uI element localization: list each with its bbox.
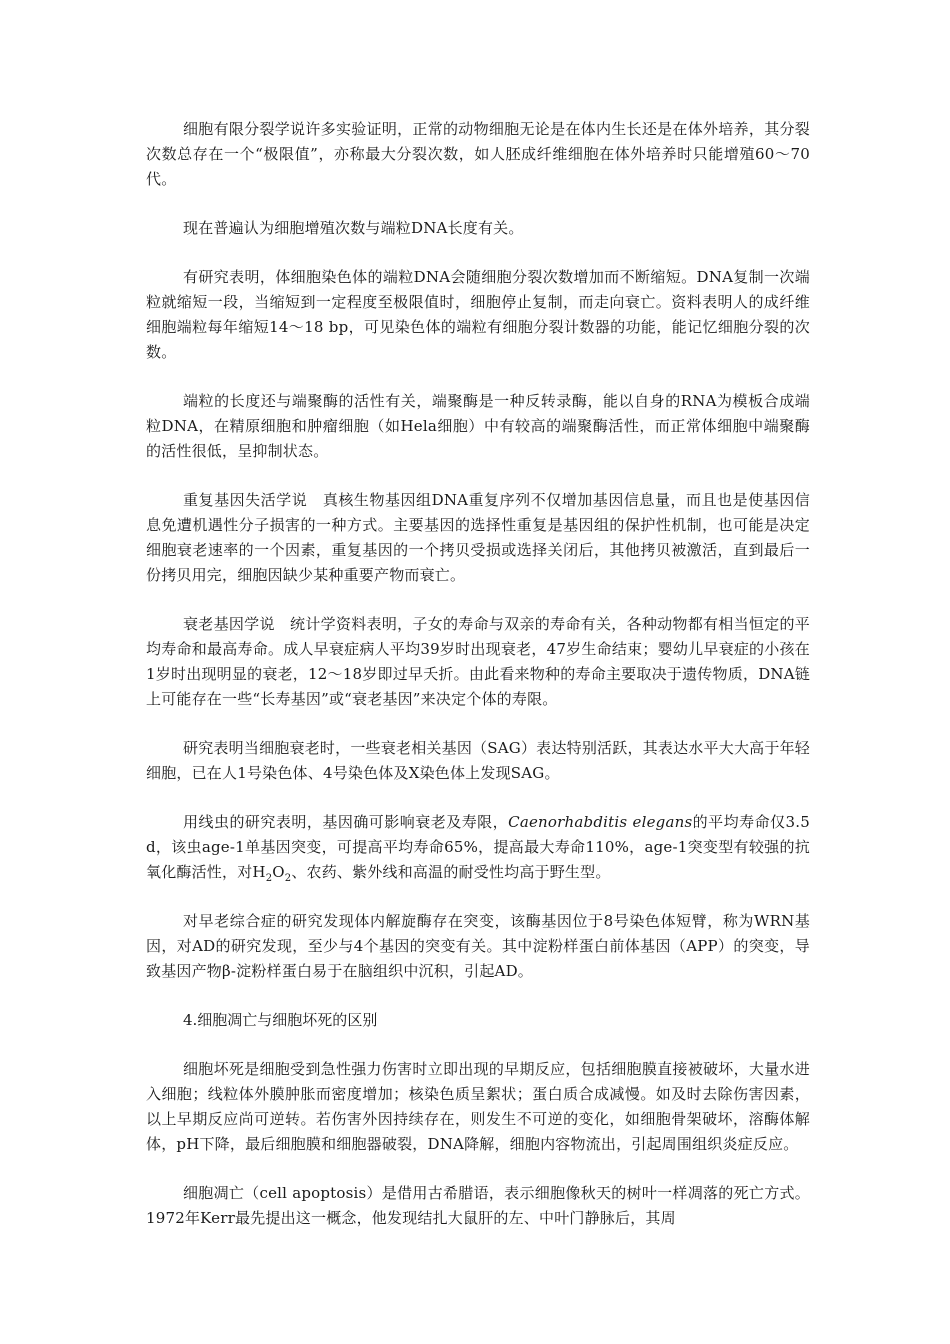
paragraph-cell-division-limit: 细胞有限分裂学说许多实验证明，正常的动物细胞无论是在体内生长还是在体外培养，其分裂次数总存在一个“极限值”，亦称最大分裂次数，如人胚成纤维细胞在体外培养时只能增殖60～70代。 [146, 120, 810, 188]
paragraph-progeria-ad: 对早老综合症的研究发现体内解旋酶存在突变，该酶基因位于8号染色体短臂，称为WRN基因，对AD的研究发现，至少与4个基因的突变有关。其中淀粉样蛋白前体基因（APP）的突变，导致基因产物β-淀粉样蛋白易于在脑组织中沉积，引起AD。 [146, 912, 810, 980]
oxygen-symbol: O [272, 863, 285, 881]
subscript-2-a: 2 [265, 873, 273, 884]
section-heading: 4.细胞凋亡与细胞坏死的区别 [183, 1011, 378, 1029]
paragraph-necrosis: 细胞坏死是细胞受到急性强力伤害时立即出现的早期反应，包括细胞膜直接被破坏，大量水进入细胞；线粒体外膜肿胀而密度增加；核染色质呈絮状；蛋白质合成减慢。如及时去除伤害因素，以上早期反应尚可逆转。若伤害外因持续存在，则发生不可逆的变化，如细胞骨架破坏，溶酶体解体，pH下降，最后细胞膜和细胞器破裂，DNA降解，细胞内容物流出，引起周围组织炎症反应。 [146, 1060, 810, 1153]
paragraph-telomerase: 端粒的长度还与端聚酶的活性有关，端聚酶是一种反转录酶，能以自身的RNA为模板合成端粒DNA，在精原细胞和肿瘤细胞（如Hela细胞）中有较高的端聚酶活性，而正常体细胞中端聚酶的活性很低，呈抑制状态。 [146, 392, 810, 460]
paragraph-apoptosis: 细胞凋亡（cell apoptosis）是借用古希腊语，表示细胞像秋天的树叶一样凋落的死亡方式。1972年Kerr最先提出这一概念，他发现结扎大鼠肝的左、中叶门静脉后，其周 [146, 1184, 810, 1227]
paragraph-telomere-length: 现在普遍认为细胞增殖次数与端粒DNA长度有关。 [183, 219, 524, 237]
document-page [146, 117, 810, 1255]
paragraph-aging-gene-theory: 衰老基因学说 统计学资料表明，子女的寿命与双亲的寿命有关，各种动物都有相当恒定的平均寿命和最高寿命。成人早衰症病人平均39岁时出现衰老，47岁生命结束；婴幼儿早衰症的小孩在1岁时出现明显的衰老，12～18岁即过早夭折。由此看来物种的寿命主要取决于遗传物质，DNA链上可能存在一些“长寿基因”或“衰老基因”来决定个体的寿限。 [146, 615, 810, 708]
nematode-text-middle: 的平均寿命仅3.5 d，该虫age-1单基因突变，可提高平均寿命65%，提高最大寿命110%，age-1突变型有较强的抗氧化酶活性，对H [146, 813, 810, 881]
species-name: Caenorhabditis elegans [508, 813, 693, 831]
paragraph-telomere-shortening: 有研究表明，体细胞染色体的端粒DNA会随细胞分裂次数增加而不断缩短。DNA复制一次端粒就缩短一段，当缩短到一定程度至极限值时，细胞停止复制，而走向衰亡。资料表明人的成纤维细胞端粒每年缩短14～18 bp，可见染色体的端粒有细胞分裂计数器的功能，能记忆细胞分裂的次数。 [146, 268, 810, 361]
subscript-2-b: 2 [284, 873, 292, 884]
nematode-text-before: 用线虫的研究表明，基因确可影响衰老及寿限， [183, 813, 509, 831]
paragraph-nematode-study [146, 810, 810, 885]
nematode-text-after: 、农药、紫外线和高温的耐受性均高于野生型。 [291, 863, 611, 881]
paragraph-senescence-associated-genes: 研究表明当细胞衰老时，一些衰老相关基因（SAG）表达特别活跃，其表达水平大大高于年轻细胞，已在人1号染色体、4号染色体及X染色体上发现SAG。 [146, 739, 810, 782]
paragraph-repeated-gene-inactivation: 重复基因失活学说 真核生物基因组DNA重复序列不仅增加基因信息量，而且也是使基因信息免遭机遇性分子损害的一种方式。主要基因的选择性重复是基因组的保护性机制，也可能是决定细胞衰老速率的一个因素，重复基因的一个拷贝受损或选择关闭后，其他拷贝被激活，直到最后一份拷贝用完，细胞因缺少某种重要产物而衰亡。 [146, 491, 810, 584]
